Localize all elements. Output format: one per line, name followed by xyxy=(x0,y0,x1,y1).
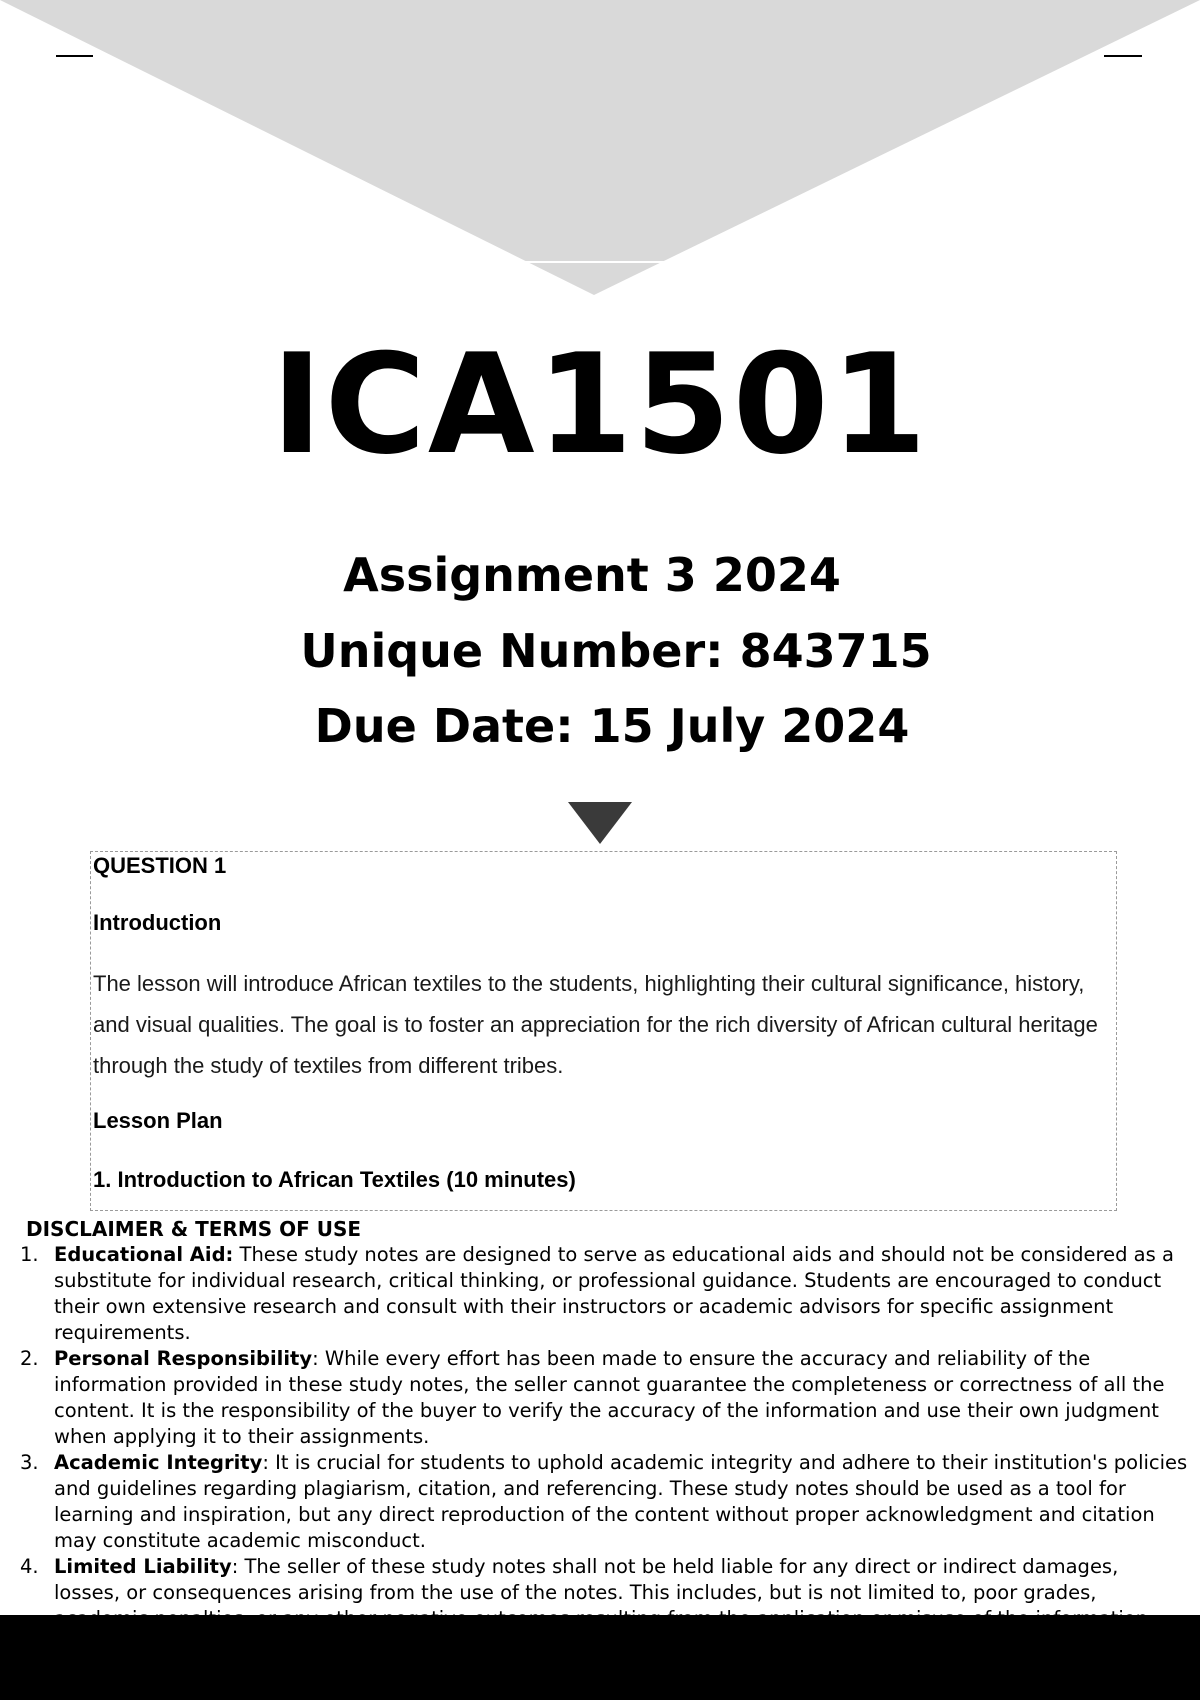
disclaimer-item-text: : It is crucial for students to uphold academic integrity and adhere to their institution's policies and guidelines regarding plagiarism, citation, and referencing. These study notes should be used as a tool for learning and inspiration, but any direct reproduction of the content without proper acknowledgment and citation may constitute academic misconduct. xyxy=(54,1451,1188,1552)
due-date: Due Date: 15 July 2024 xyxy=(314,699,910,753)
unique-number-value: 843715 xyxy=(739,624,932,678)
disclaimer-item-number: 2. xyxy=(20,1347,39,1370)
unique-number-label: Unique Number: xyxy=(300,624,724,678)
intro-heading: Introduction xyxy=(93,910,222,935)
disclaimer-item-term: Limited Liability xyxy=(54,1555,232,1578)
disclaimer-item-number: 4. xyxy=(20,1555,39,1578)
intro-paragraph: The lesson will introduce African textiles to the students, highlighting their cultural significance, history, and visual qualities. The goal is to foster an appreciation for the rich diversity of African cultural heritage through the study of textiles from different tribes. xyxy=(93,971,1098,1078)
lesson-step-1: 1. Introduction to African Textiles (10 minutes) xyxy=(93,1167,576,1192)
disclaimer-item-text: These study notes are designed to serve as educational aids and should not be considered as a substitute for individual research, critical thinking, or professional guidance. Students are encouraged to conduct their own extensive research and consult with their instructors or academic advisors for specific assignment requirements. xyxy=(54,1243,1174,1344)
disclaimer-item xyxy=(20,1242,1190,1346)
disclaimer-item-number: 1. xyxy=(20,1243,39,1266)
disclaimer-title: DISCLAIMER & TERMS OF USE xyxy=(26,1217,362,1241)
cover-chevron-graphic xyxy=(0,0,1200,300)
question-preview-box xyxy=(90,851,1117,1211)
disclaimer-list xyxy=(20,1242,1190,1632)
disclaimer-item xyxy=(20,1346,1190,1450)
disclaimer-item-text: : The seller of these study notes shall not be held liable for any direct or indirect damages, losses, or consequences arising from the use of the notes. This includes, but is not limited to, poor grades, xyxy=(54,1555,1119,1604)
question-title: QUESTION 1 xyxy=(93,853,227,878)
disclaimer-item-term: Personal Responsibility xyxy=(54,1347,313,1370)
disclaimer-section xyxy=(20,1216,1190,1632)
corner-mark-left xyxy=(56,55,93,57)
corner-mark-right xyxy=(1104,55,1142,57)
lesson-plan-heading: Lesson Plan xyxy=(93,1108,223,1133)
assignment-title: Assignment 3 2024 xyxy=(343,548,841,602)
disclaimer-item-number: 3. xyxy=(20,1451,39,1474)
disclaimer-item-text: : While every effort has been made to ensure the accuracy and reliability of the information provided in these study notes, the seller cannot guarantee the completeness or correctness of all the content. It is the responsibility of the buyer to verify the accuracy of the information and use their own judgment when applying it to their assignments. xyxy=(54,1347,1165,1448)
disclaimer-item xyxy=(20,1450,1190,1554)
down-triangle-icon xyxy=(568,802,632,844)
bottom-black-bar xyxy=(0,1615,1200,1700)
disclaimer-item-term: Academic Integrity xyxy=(54,1451,263,1474)
disclaimer-item-term: Educational Aid: xyxy=(54,1243,234,1266)
course-code-title: ICA1501 xyxy=(271,324,929,485)
unique-number xyxy=(16,621,1200,681)
